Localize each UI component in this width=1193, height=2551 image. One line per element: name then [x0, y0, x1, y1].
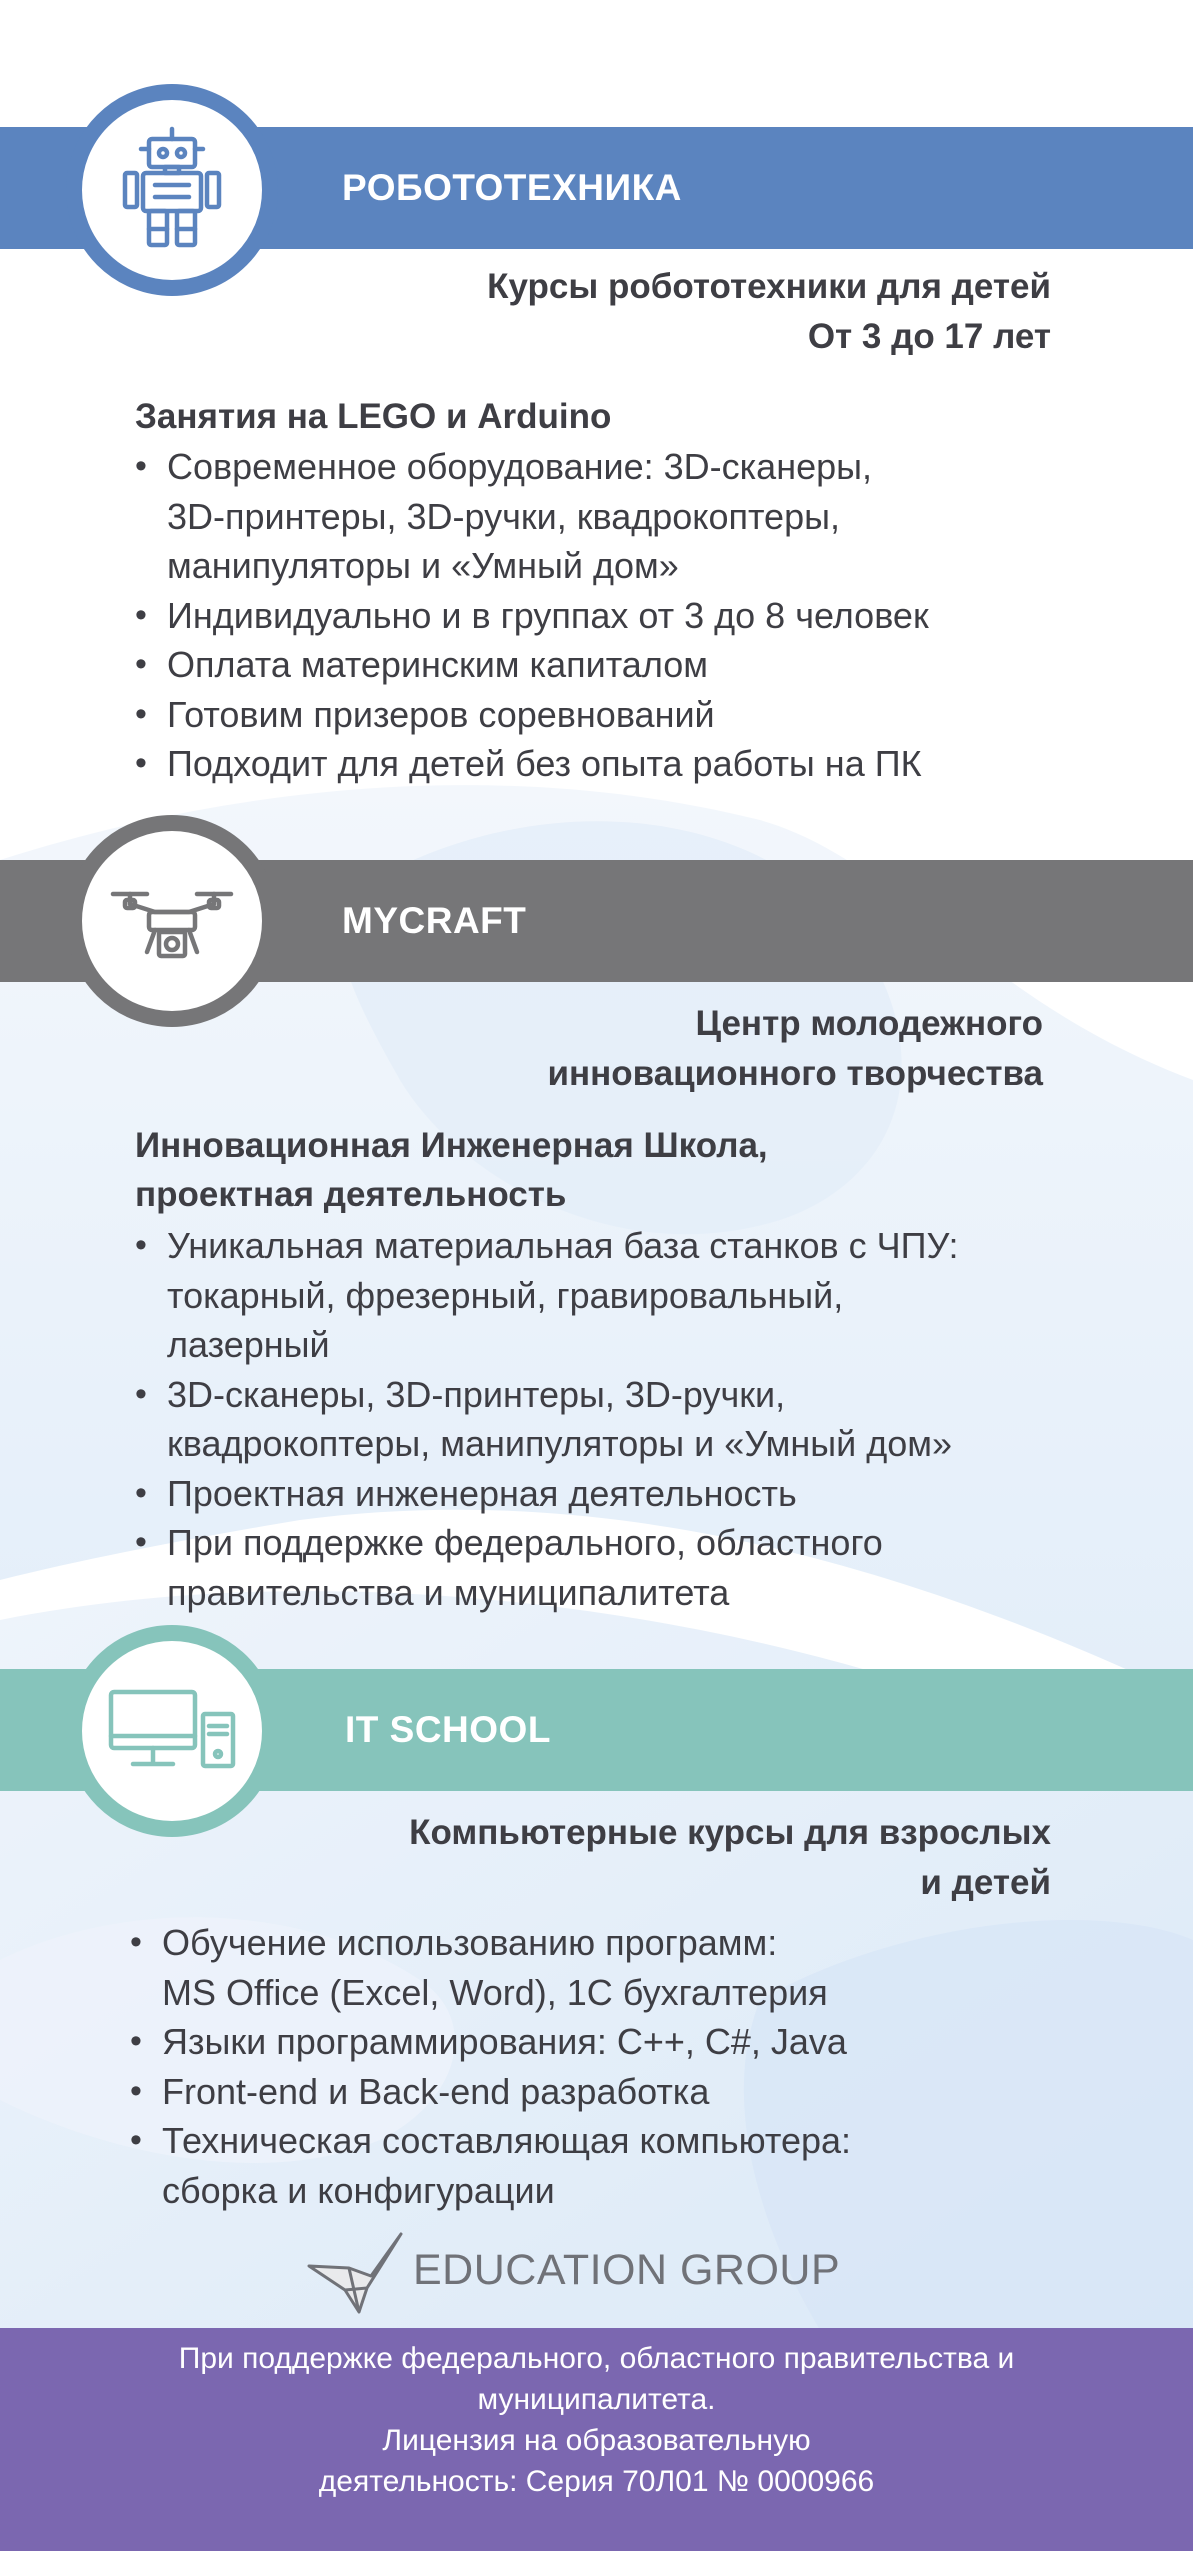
- section-badge: [66, 1625, 278, 1837]
- list-item: • Front-end и Back-end разработка: [130, 2067, 1110, 2117]
- section-title: IT SCHOOL: [345, 1709, 551, 1750]
- section-title: РОБОТОТЕХНИКА: [342, 167, 682, 208]
- subhead-line: От 3 до 17 лет: [807, 317, 1051, 356]
- footer-line: деятельность: Серия 70Л01 № 0000966: [318, 2465, 875, 2498]
- subhead-line: Компьютерные курсы для взрослых: [409, 1813, 1051, 1852]
- list-item: • Современное оборудование: 3D-сканеры, 3D-принтеры, 3D-ручки, квадрокоптеры, манипуляторы и «Умный дом»: [135, 442, 1115, 591]
- section-subhead: [487, 262, 1051, 362]
- education-group-logo: [305, 2228, 905, 2318]
- section-subhead: [547, 999, 1043, 1099]
- heading-line: проектная деятельность: [135, 1175, 567, 1214]
- footer-line: муниципалитета.: [477, 2383, 716, 2416]
- footer-line: При поддержке федерального, областного правительства и: [178, 2342, 1015, 2375]
- list-item: • Обучение использованию программ: MS Office (Excel, Word), 1С бухгалтерия: [130, 1918, 1110, 2017]
- list-item: • Уникальная материальная база станков с ЧПУ: токарный, фрезерный, гравировальный, лазерный: [135, 1221, 1115, 1370]
- logo-text: EDUCATION GROUP: [413, 2246, 841, 2294]
- footer-line: Лицензия на образовательную: [382, 2424, 811, 2457]
- bullet-list: [135, 442, 1115, 789]
- section-heading: [135, 1121, 768, 1219]
- section-heading: [135, 392, 611, 441]
- section-subhead: [409, 1808, 1051, 1908]
- list-item: • Проектная инженерная деятельность: [135, 1469, 1115, 1519]
- robot-icon: [107, 125, 237, 255]
- footer: [0, 2328, 1193, 2551]
- section-badge: [66, 84, 278, 296]
- heading-line: Инновационная Инженерная Школа,: [135, 1126, 768, 1165]
- subhead-line: Центр молодежного: [695, 1004, 1043, 1043]
- list-item: • Индивидуально и в группах от 3 до 8 человек: [135, 591, 1115, 641]
- bullet-list: [135, 1221, 1115, 1617]
- crane-icon: [305, 2228, 405, 2318]
- computer-icon: [107, 1666, 237, 1796]
- list-item: • При поддержке федерального, областного правительства и муниципалитета: [135, 1518, 1115, 1617]
- list-item: • Языки программирования: С++, С#, Java: [130, 2017, 1110, 2067]
- drone-icon: [107, 856, 237, 986]
- list-item: • Оплата материнским капиталом: [135, 640, 1115, 690]
- list-item: • 3D-сканеры, 3D-принтеры, 3D-ручки, квадрокоптеры, манипуляторы и «Умный дом»: [135, 1370, 1115, 1469]
- bullet-list: [130, 1918, 1110, 2215]
- subhead-line: и детей: [920, 1863, 1051, 1902]
- heading-line: Занятия на LEGO и Arduino: [135, 397, 612, 436]
- subhead-line: Курсы робототехники для детей: [487, 267, 1051, 306]
- subhead-line: инновационного творчества: [547, 1054, 1043, 1093]
- list-item: • Техническая составляющая компьютера: сборка и конфигурации: [130, 2116, 1110, 2215]
- list-item: • Готовим призеров соревнований: [135, 690, 1115, 740]
- list-item: • Подходит для детей без опыта работы на ПК: [135, 739, 1115, 789]
- section-badge: [66, 815, 278, 1027]
- section-title: MYCRAFT: [342, 900, 527, 941]
